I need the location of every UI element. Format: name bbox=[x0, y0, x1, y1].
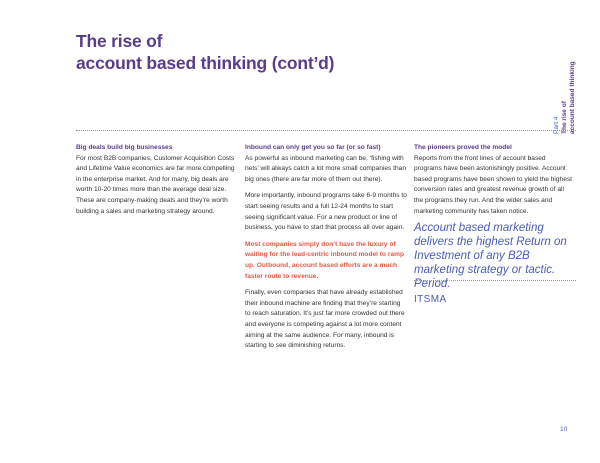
column-heading: The pioneers proved the model bbox=[414, 144, 512, 151]
column-paragraph: As powerful as inbound marketing can be, ‘fishing with nets’ will always catch a lot more small companies than big ones (there are far more of them out there). bbox=[245, 154, 407, 183]
column-paragraph: For most B2B companies, Customer Acquisition Costs and Lifetime Value economics are far more compelling in the enterprise market. And for many, big deals are worth 10-20 times more than the average deal size. These are company-making deals and they’re worth building a sales and marketing strategy around. bbox=[76, 154, 235, 215]
quote-source: ITSMA bbox=[414, 294, 447, 306]
section-side-label bbox=[538, 20, 583, 135]
pull-quote: Account based marketing delivers the highest Return on Investment of any B2B marketing strategy or tactic. Period. bbox=[414, 222, 567, 291]
page-title bbox=[76, 30, 334, 74]
column-big-deals bbox=[76, 143, 236, 221]
page-title-line-1: The rise of bbox=[76, 31, 163, 51]
column-pioneers bbox=[414, 143, 574, 310]
column-paragraph: More importantly, inbound programs take 6-9 months to start seeing results and a full 12-24 months to start seeing significant value. For a new product or line of business, you have to start that process all over again. bbox=[245, 192, 407, 232]
side-label-part: Part 4 bbox=[553, 116, 560, 134]
page-title-line-2: account based thinking (cont’d) bbox=[76, 53, 335, 73]
column-paragraph: Reports from the front lines of account based programs have been astonishingly positive. Account based programs have been shown to yield the highest conversion rates and greatest revenue growth of all the programs they run. And the wider sales and marketing community has taken notice. bbox=[414, 154, 572, 215]
column-paragraph: Finally, even companies that have already established their inbound machine are finding that they’re starting to reach saturation. It’s just far more crowded out there and everyone is competing against a lot more content aiming at the same audience. For many, inbound is starting to see diminishing returns. bbox=[245, 289, 405, 350]
column-inbound bbox=[245, 143, 407, 358]
top-divider bbox=[76, 130, 576, 131]
side-label-line-2: account based thinking bbox=[569, 61, 576, 134]
column-heading: Big deals build big businesses bbox=[76, 144, 173, 151]
side-label-line-1: The rise of bbox=[561, 101, 568, 134]
quote-divider bbox=[414, 280, 576, 281]
page-number: 10 bbox=[560, 426, 568, 433]
column-heading: Inbound can only get you so far (or so fast) bbox=[245, 144, 381, 151]
highlight-statement: Most companies simply don’t have the luxury of waiting for the lead-centric inbound model to ramp up. Outbound, account based efforts are a much faster route to revenue. bbox=[245, 240, 404, 280]
